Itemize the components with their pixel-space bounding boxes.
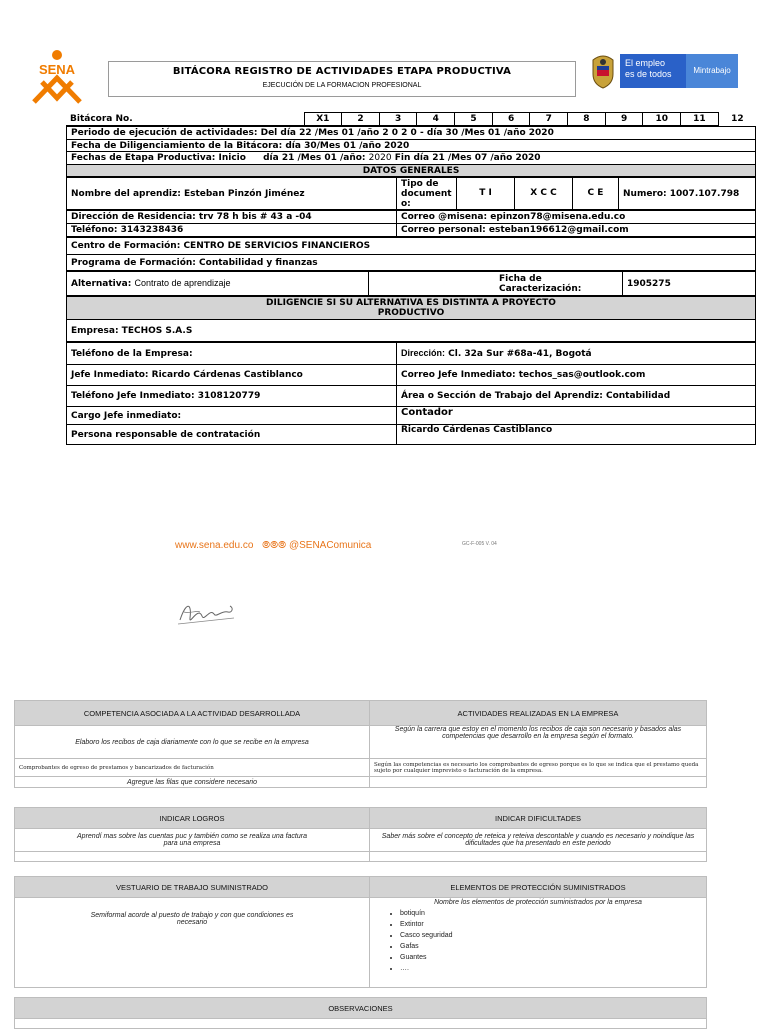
vestuario-table [14, 876, 707, 988]
actividades-heading: ACTIVIDADES REALIZADAS EN LA EMPRESA [370, 701, 707, 726]
vestuario-heading: VESTUARIO DE TRABAJO SUMINISTRADO [15, 877, 370, 898]
empty-cell [370, 852, 707, 862]
competencia-cell: Comprobantes de egreso de prestamos y bancarizados de facturación [15, 759, 370, 777]
doc-cc: X C C [515, 178, 573, 210]
list-item: • Extintor [400, 919, 702, 930]
persona-contratacion: Persona responsable de contratación [67, 425, 397, 445]
title-box [108, 61, 576, 97]
actividad-cell: Según las competencias es necesario los comprobantes de egreso porque es lo que se indica que el prestamo queda sujeto por cualquier imprevisto o facturación de la empresa. [370, 759, 707, 777]
observaciones-heading: OBSERVACIONES [15, 998, 707, 1019]
diligenciamiento-row: Fecha de Diligenciamiento de la Bitácora: día 30/Mes 01 /año 2020 [67, 140, 756, 152]
bitacora-number: 9 [605, 113, 643, 126]
cargo-jefe-value: Contador [397, 407, 756, 425]
elementos-list [374, 908, 702, 974]
direccion-residencia: Dirección de Residencia: trv 78 h bis # 43 a -04 [67, 211, 397, 224]
etapa-inicio: día 21 /Mes 01 /año: [263, 153, 366, 163]
bitacora-label: Bitácora No. [66, 113, 304, 126]
empty-cell [370, 777, 707, 788]
list-item: • Casco seguridad [400, 930, 702, 941]
ficha-label: Ficha de Caracterización: [369, 272, 623, 296]
bitacora-number: 5 [455, 113, 493, 126]
elementos-cell [370, 898, 707, 988]
centro-formacion: Centro de Formación: CENTRO DE SERVICIOS FINANCIEROS [67, 238, 756, 255]
persona-contratacion-value: Ricardo Cárdenas Castiblanco [397, 425, 756, 445]
alternativa-row [66, 271, 756, 296]
document-title: BITÁCORA REGISTRO DE ACTIVIDADES ETAPA PRODUCTIVA [172, 66, 512, 77]
formacion-rows [66, 237, 756, 271]
correo-misena: Correo @misena: epinzon78@misena.edu.co [397, 211, 756, 224]
telefono-empresa: Teléfono de la Empresa: [67, 343, 397, 365]
etapa-fin: Fin día 21 /Mes 07 /año 2020 [394, 153, 541, 163]
contacto-rows [66, 210, 756, 237]
empresa-nombre: Empresa: TECHOS S.A.S [67, 320, 756, 342]
ministry-label: Mintrabajo [686, 54, 738, 88]
bitacora-number: 2 [342, 113, 380, 126]
dificultades-cell: Saber más sobre el concepto de reteica y reteiva descontable y cuando es necesario y noindique las dificultades que ha presentado en este periodo [370, 829, 707, 852]
bitacora-number: 8 [568, 113, 606, 126]
tipo-documento-label: Tipo de document o: [397, 178, 457, 210]
bitacora-number: X1 [304, 113, 342, 126]
actividad-cell: Según la carrera que estoy en el momento los recibos de caja son necesario y basados alas competencias que desarrollo en la empresa según el formato. [370, 726, 707, 759]
logros-heading: INDICAR LOGROS [15, 808, 370, 829]
competencias-table [14, 700, 707, 788]
government-logo [588, 52, 738, 92]
competencia-cell: Elaboro los recibos de caja diariamente con lo que se recibe en la empresa [15, 726, 370, 759]
numero-documento: Numero: 1007.107.798 [619, 178, 756, 210]
ficha-value: 1905275 [623, 272, 756, 296]
telefono-aprendiz: Teléfono: 3143238436 [67, 224, 397, 237]
programa-formacion: Programa de Formación: Contabilidad y finanzas [67, 255, 756, 271]
alternativa-value: Contrato de aprendizaje [134, 278, 231, 288]
alternativa [67, 272, 369, 296]
telefono-jefe: Teléfono Jefe Inmediato: 3108120779 [67, 386, 397, 407]
gov-line1: El empleo [625, 58, 666, 68]
form-code: GC-F-005 V. 04 [462, 541, 497, 547]
etapa-row [67, 152, 756, 165]
competencia-heading: COMPETENCIA ASOCIADA A LA ACTIVIDAD DESARROLLADA [15, 701, 370, 726]
sena-logo-text: SENA [38, 62, 76, 77]
sena-website-link[interactable]: www.sena.edu.co [175, 540, 254, 551]
datos-generales-heading: DATOS GENERALES [67, 165, 756, 177]
correo-personal: Correo personal: esteban196612@gmail.com [397, 224, 756, 237]
bitacora-numbers-row [66, 112, 756, 126]
social-handle: @SENAComunica [288, 540, 372, 551]
cargo-jefe: Cargo Jefe inmediato: [67, 407, 397, 425]
etapa-year: 2020 [368, 153, 392, 163]
bitacora-number: 12 [731, 114, 744, 124]
document-subtitle: EJECUCIÓN DE LA FORMACION PROFESIONAL [262, 82, 422, 89]
signature-image [176, 598, 236, 630]
social-icons: ⦾⦾⦾ [262, 540, 287, 551]
correo-jefe: Correo Jefe Inmediato: techos_sas@outlook.com [397, 365, 756, 386]
observaciones-table [14, 997, 707, 1029]
vestuario-cell: Semiformal acorde al puesto de trabajo y con que condiciones es necesario [15, 898, 370, 988]
bitacora-number: 6 [492, 113, 530, 126]
sena-logo [28, 48, 86, 104]
doc-ce: C E [573, 178, 619, 210]
dificultades-heading: INDICAR DIFICULTADES [370, 808, 707, 829]
jefe-inmediato: Jefe Inmediato: Ricardo Cárdenas Castiblanco [67, 365, 397, 386]
elementos-heading: ELEMENTOS DE PROTECCIÓN SUMINISTRADOS [370, 877, 707, 898]
gov-banner [620, 54, 738, 88]
etapa-label: Fechas de Etapa Productiva: Inicio [71, 153, 246, 163]
empresa-heading: DILIGENCIE SI SU ALTERNATIVA ES DISTINTA A PROYECTO PRODUCTIVO [67, 297, 756, 320]
bitacora-number: 3 [379, 113, 417, 126]
list-item: • botiquín [400, 908, 702, 919]
empty-cell [15, 852, 370, 862]
aprendiz-rows [66, 177, 756, 210]
area-trabajo: Área o Sección de Trabajo del Aprendiz: Contabilidad [397, 386, 756, 407]
list-item: • …. [400, 963, 702, 974]
bitacora-number: 11 [681, 113, 719, 126]
list-item: • Gafas [400, 941, 702, 952]
gov-line2: es de todos [625, 69, 672, 79]
sena-logo-icon [28, 48, 86, 104]
logros-cell: Aprendí mas sobre las cuentas puc y también como se realiza una factura para una empresa [15, 829, 370, 852]
empresa-rows [66, 296, 756, 342]
list-item: • Guantes [400, 952, 702, 963]
footer-links [175, 540, 371, 551]
add-rows-hint: Agregue las filas que considere necesario [15, 777, 370, 788]
bitacora-number: 7 [530, 113, 568, 126]
dates-rows [66, 126, 756, 177]
bitacora-number: 4 [417, 113, 455, 126]
periodo-row: Periodo de ejecución de actividades: Del día 22 /Mes 01 /año 2 0 2 0 - día 30 /Mes 01 /año 2020 [67, 127, 756, 140]
alternativa-label: Alternativa: [71, 279, 132, 289]
direccion-empresa-value: Cl. 32a Sur #68a-41, Bogotá [448, 349, 592, 359]
data-table [66, 112, 756, 445]
nombre-aprendiz: Nombre del aprendiz: Esteban Pinzón Jiménez [67, 178, 397, 210]
colombia-shield-icon [588, 52, 618, 90]
elementos-title: Nombre los elementos de protección suministrados por la empresa [434, 899, 642, 906]
bitacora-number: 10 [643, 113, 681, 126]
direccion-empresa-label: Dirección: [401, 348, 446, 358]
doc-ti: T I [457, 178, 515, 210]
logros-table [14, 807, 707, 862]
direccion-empresa [397, 343, 756, 365]
jefe-rows [66, 342, 756, 445]
